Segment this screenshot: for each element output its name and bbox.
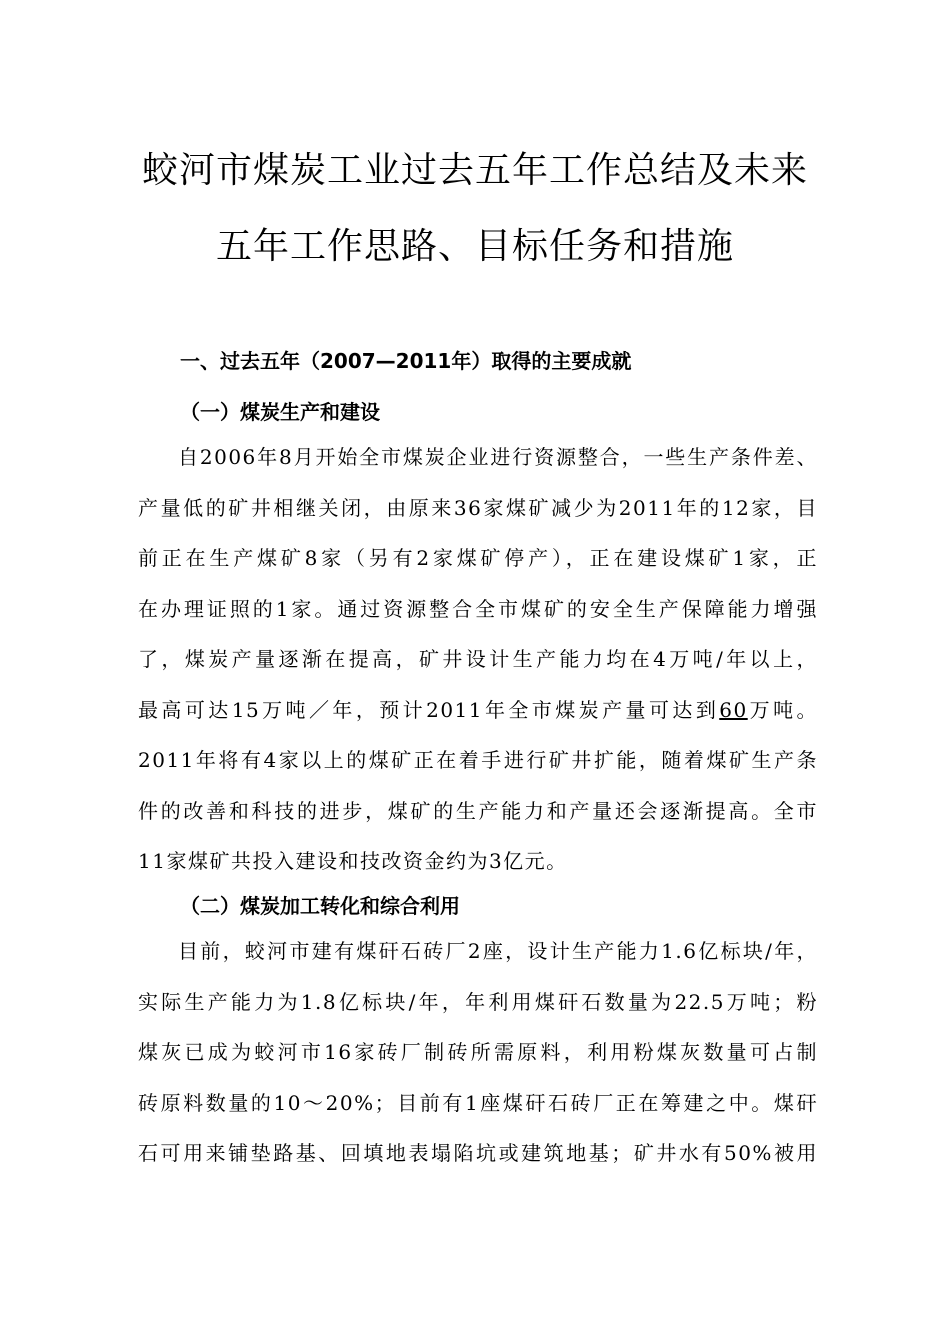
subsection-heading-coal-processing: （二）煤炭加工转化和综合利用 [180,894,460,918]
subsection-heading-coal-production: （一）煤炭生产和建设 [180,400,380,424]
paragraph-line: 了，煤炭产量逐渐在提高，矿井设计生产能力均在4万吨/年以上， [138,647,818,671]
paragraph-coal-production [138,432,818,887]
paragraph-line: 在办理证照的1家。通过资源整合全市煤矿的安全生产保障能力增强 [138,596,818,621]
paragraph-line: 2011年将有4家以上的煤矿正在着手进行矿井扩能，随着煤矿生产条 [138,748,818,772]
paragraph-line: 前正在生产煤矿8家（另有2家煤矿停产），正在建设煤矿1家，正 [138,546,818,570]
paragraph-line [138,685,818,736]
underlined-output-value: 60 [719,697,748,722]
paragraph-text: 万吨。 [747,697,818,722]
paragraph-line: 11家煤矿共投入建设和技改资金约为3亿元。 [138,849,568,873]
paragraph-line: 件的改善和科技的进步，煤矿的生产能力和产量还会逐渐提高。全市 [138,798,818,823]
paragraph-line: 目前，蛟河市建有煤矸石砖厂2座，设计生产能力1.6亿标块/年， [178,939,818,963]
document-title-line-1: 蛟河市煤炭工业过去五年工作总结及未来 [141,150,808,191]
section-heading-achievements: 一、过去五年（2007—2011年）取得的主要成就 [180,349,632,373]
paragraph-line: 石可用来铺垫路基、回填地表塌陷坑或建筑地基；矿井水有50%被用 [138,1141,818,1165]
paragraph-line: 产量低的矿井相继关闭，由原来36家煤矿减少为2011年的12家，目 [138,495,818,520]
paragraph-line: 煤灰已成为蛟河市16家砖厂制砖所需原料，利用粉煤灰数量可占制 [138,1040,818,1064]
paragraph-line: 砖原料数量的10～20%；目前有1座煤矸石砖厂正在筹建之中。煤矸 [138,1090,818,1115]
paragraph-text: 最高可达15万吨／年，预计2011年全市煤炭产量可达到 [138,697,720,722]
paragraph-line: 实际生产能力为1.8亿标块/年，年利用煤矸石数量为22.5万吨；粉 [138,989,818,1014]
document-title-line-2: 五年工作思路、目标任务和措施 [215,226,734,267]
paragraph-line: 自2006年8月开始全市煤炭企业进行资源整合，一些生产条件差、 [178,445,818,469]
paragraph-coal-processing [138,926,818,1179]
